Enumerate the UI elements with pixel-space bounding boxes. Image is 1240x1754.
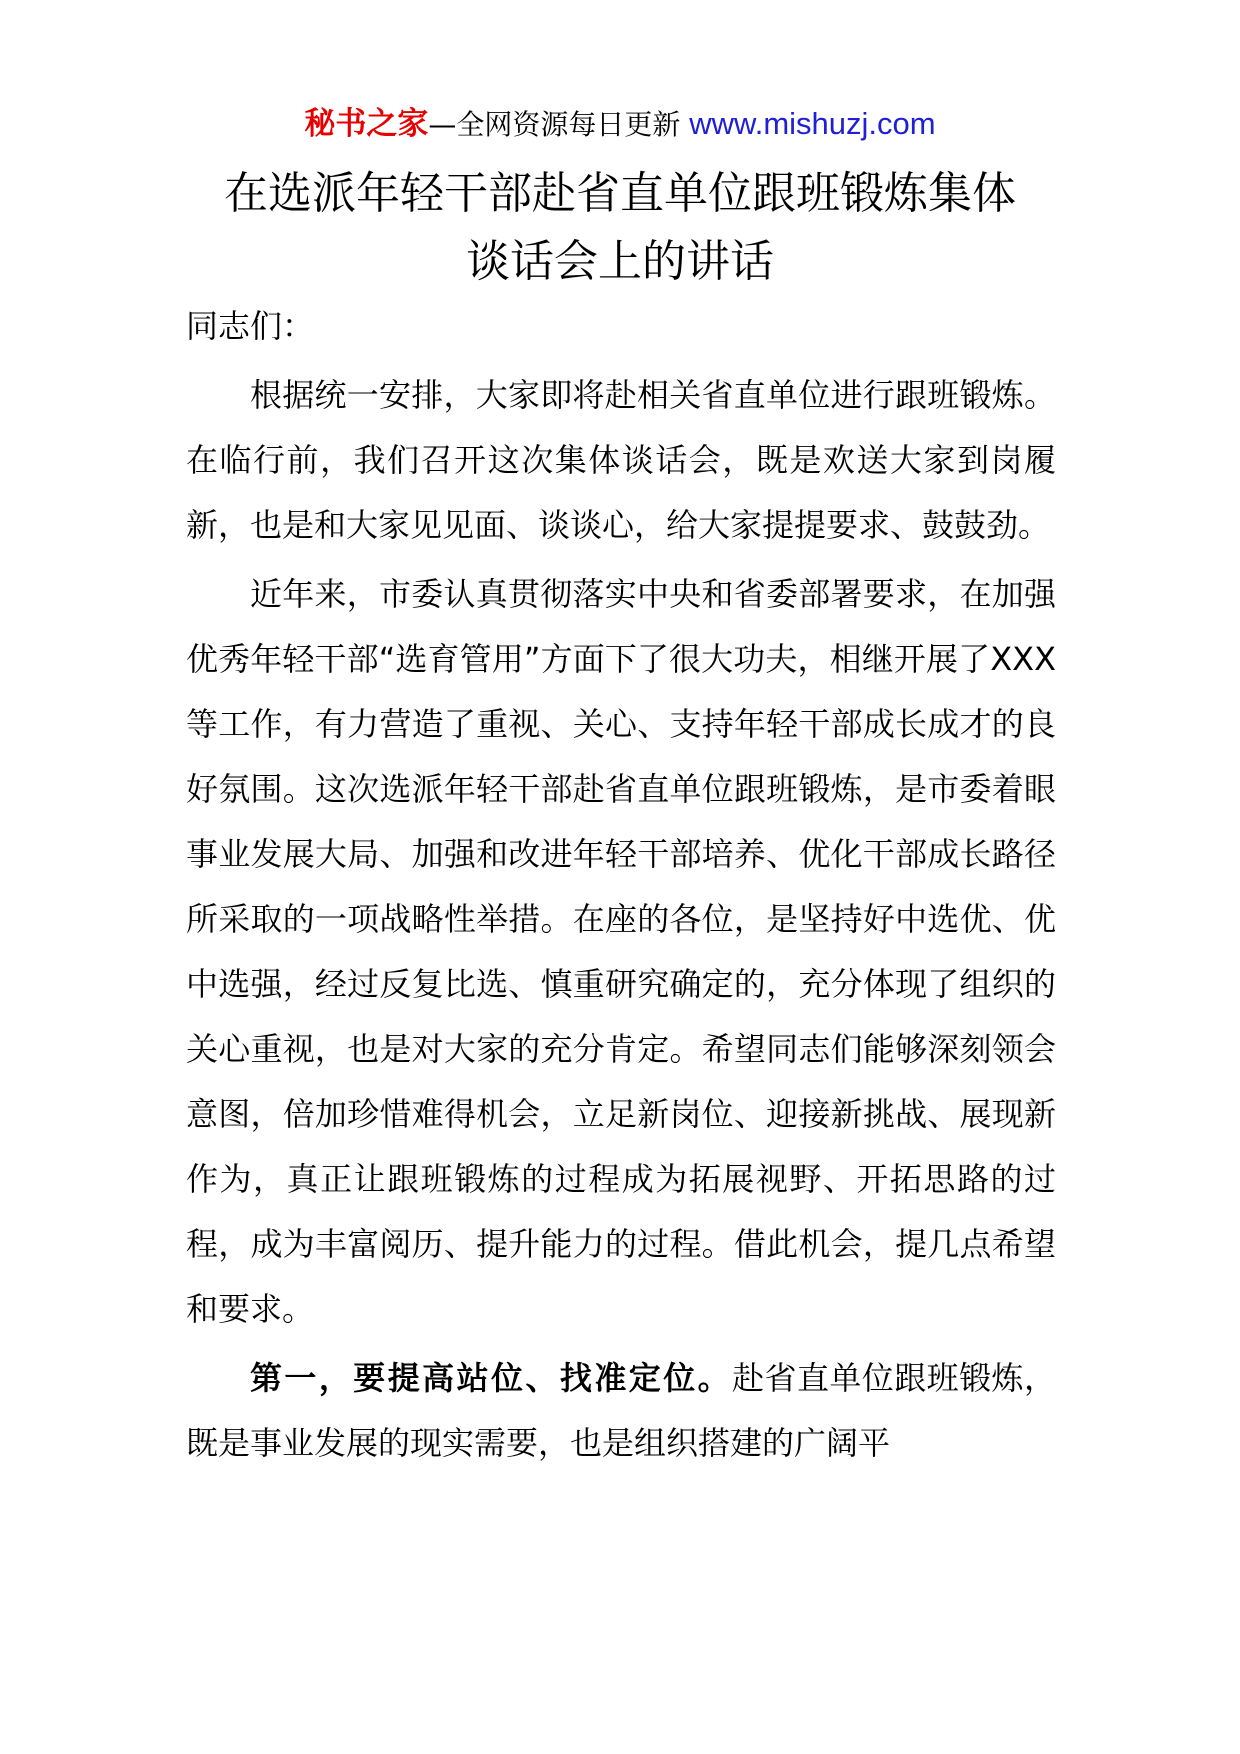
header-tagline: —全网资源每日更新 xyxy=(428,108,690,141)
title-line-1: 在选派年轻干部赴省直单位跟班锻炼集体 xyxy=(224,168,1016,219)
document-body xyxy=(186,294,1056,1476)
title-line-2: 谈话会上的讲话 xyxy=(466,236,774,287)
site-header-banner xyxy=(0,102,1240,147)
body-paragraph-2: 近年来，市委认真贯彻落实中央和省委部署要求，在加强优秀年轻干部“选育管用”方面下了很大功夫，相继开展了XXX等工作，有力营造了重视、关心、支持年轻干部成长成才的良好氛围。这次选派年轻干部赴省直单位跟班锻炼，是市委着眼事业发展大局、加强和改进年轻干部培养、优化干部成长路径所采取的一项战略性举措。在座的各位，是坚持好中选优、优中选强，经过反复比选、慎重研究确定的，充分体现了组织的关心重视，也是对大家的充分肯定。希望同志们能够深刻领会意图，倍加珍惜难得机会，立足新岗位、迎接新挑战、展现新作为，真正让跟班锻炼的过程成为拓展视野、开拓思路的过程，成为丰富阅历、提升能力的过程。借此机会，提几点希望和要求。 xyxy=(186,575,1056,1328)
site-url-link[interactable]: www.mishuzj.com xyxy=(689,106,936,141)
salutation: 同志们： xyxy=(186,307,315,345)
brand-name: 秘书之家 xyxy=(304,106,429,142)
point-1-text: 赴省直单位跟班锻炼，既是事业发展的现实需要，也是组织搭建的广阔平 xyxy=(186,1359,1056,1462)
body-paragraph-1: 根据统一安排，大家即将赴相关省直单位进行跟班锻炼。在临行前，我们召开这次集体谈话会，既是欢送大家到岗履新，也是和大家见见面、谈谈心，给大家提提要求、鼓鼓劲。 xyxy=(186,376,1056,544)
document-title xyxy=(140,160,1100,296)
point-1-heading: 第一，要提高站位、找准定位。 xyxy=(250,1359,733,1397)
point-1-paragraph xyxy=(186,1346,1056,1476)
